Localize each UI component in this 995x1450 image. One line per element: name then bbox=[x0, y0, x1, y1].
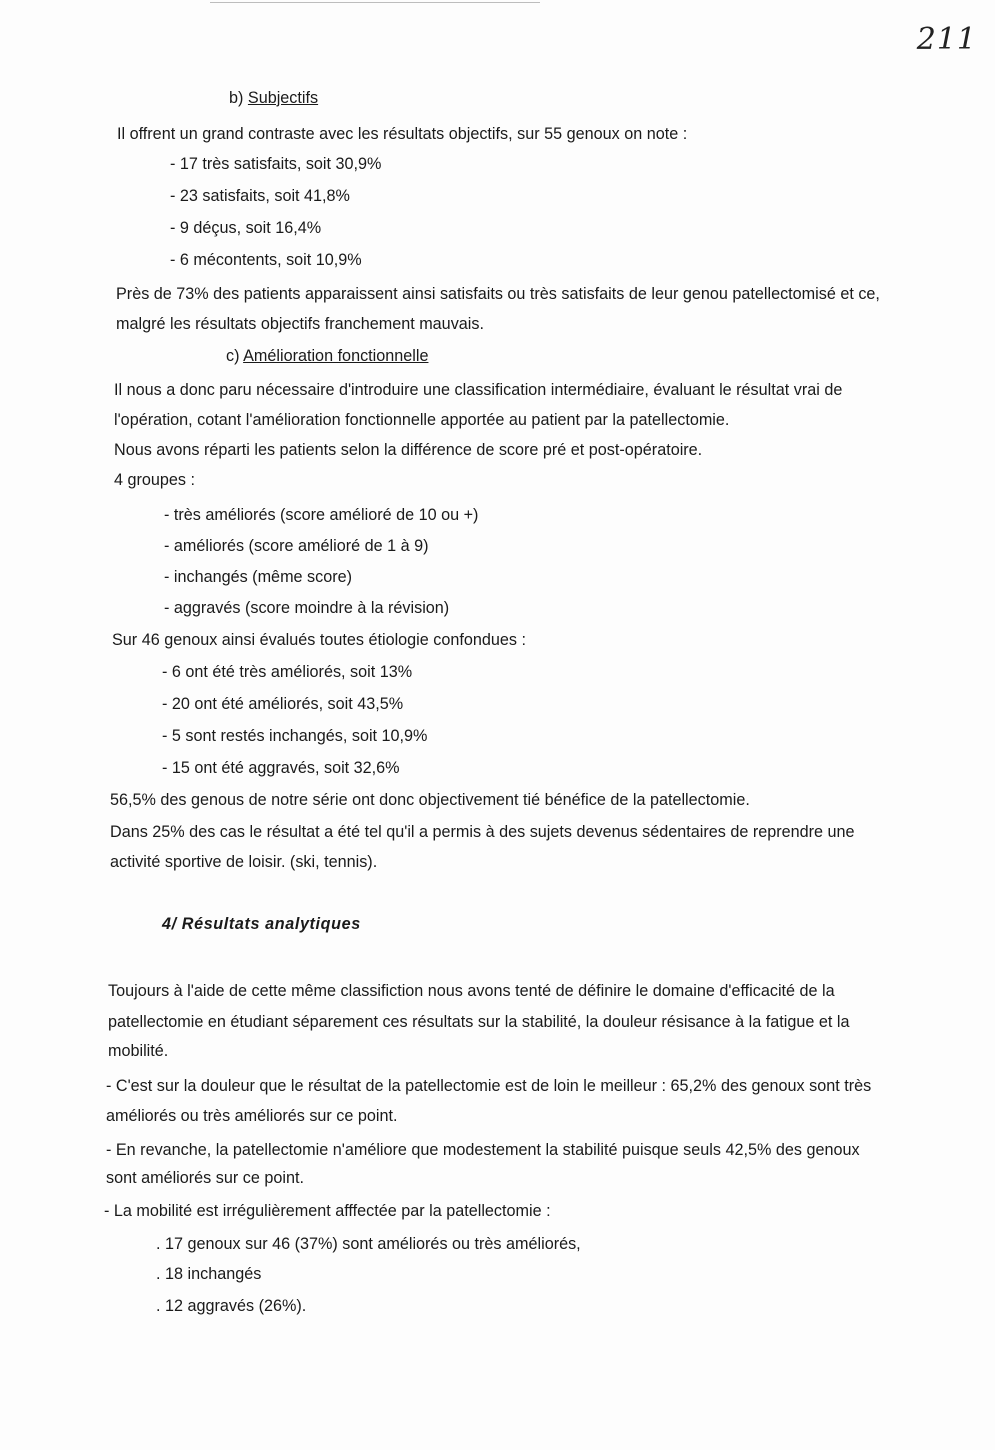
list-item: . 17 genoux sur 46 (37%) sont améliorés ou très améliorés, bbox=[156, 1235, 581, 1253]
list-item: - 15 ont été aggravés, soit 32,6% bbox=[162, 759, 400, 777]
section-b-prefix: b) bbox=[229, 89, 244, 107]
paragraph-line: Il nous a donc paru nécessaire d'introduire une classification intermédiaire, évaluant le résultat vrai de bbox=[114, 381, 843, 399]
paragraph-line: améliorés ou très améliorés sur ce point. bbox=[106, 1107, 398, 1125]
paragraph-line: malgré les résultats objectifs franchement mauvais. bbox=[116, 315, 484, 333]
list-item: - très améliorés (score amélioré de 10 ou +) bbox=[164, 506, 479, 524]
list-item: - 17 très satisfaits, soit 30,9% bbox=[170, 155, 382, 173]
paragraph-line: sont améliorés sur ce point. bbox=[106, 1169, 304, 1187]
list-item: - 5 sont restés inchangés, soit 10,9% bbox=[162, 727, 428, 745]
section-b-title: Subjectifs bbox=[247, 89, 319, 107]
paragraph-line: Près de 73% des patients apparaissent ainsi satisfaits ou très satisfaits de leur genou patellectomisé et ce, bbox=[116, 285, 880, 303]
list-item: - 6 ont été très améliorés, soit 13% bbox=[162, 663, 413, 681]
paragraph-line: - En revanche, la patellectomie n'améliore que modestement la stabilité puisque seuls 42,5% des genoux bbox=[106, 1141, 860, 1159]
paragraph-line: patellectomie en étudiant séparement ces résultats sur la stabilité, la douleur résisance à la fatigue et la bbox=[108, 1013, 850, 1031]
section-c-title: Amélioration fonctionnelle bbox=[243, 347, 429, 365]
list-item: - 20 ont été améliorés, soit 43,5% bbox=[162, 695, 404, 713]
paragraph-line: Nous avons réparti les patients selon la différence de score pré et post-opératoire. bbox=[114, 441, 703, 459]
paragraph-line: mobilité. bbox=[108, 1042, 169, 1060]
section-b-heading bbox=[229, 88, 318, 108]
list-item: - 23 satisfaits, soit 41,8% bbox=[170, 187, 350, 205]
section-c-heading bbox=[226, 346, 428, 366]
section-b-intro: Il offrent un grand contraste avec les résultats objectifs, sur 55 genoux on note : bbox=[117, 125, 688, 143]
paragraph-line: Dans 25% des cas le résultat a été tel qu'il a permis à des sujets devenus sédentaires de reprendre une bbox=[110, 823, 855, 841]
paragraph-line: - C'est sur la douleur que le résultat de la patellectomie est de loin le meilleur : 65,2% des genoux sont très bbox=[106, 1077, 872, 1095]
paragraph-line: - La mobilité est irrégulièrement afffectée par la patellectomie : bbox=[104, 1202, 551, 1220]
page-number: 211 bbox=[916, 22, 977, 57]
paragraph-line: l'opération, cotant l'amélioration fonctionnelle apportée au patient par la patellectomie. bbox=[114, 411, 730, 429]
section-4-title: 4/ Résultats analytiques bbox=[162, 915, 361, 933]
top-rule bbox=[210, 2, 540, 3]
list-item: - inchangés (même score) bbox=[164, 568, 353, 586]
list-item: . 18 inchangés bbox=[156, 1265, 262, 1283]
list-item: - 9 déçus, soit 16,4% bbox=[170, 219, 322, 237]
paragraph-line: Toujours à l'aide de cette même classifiction nous avons tenté de définire le domaine d'efficacité de la bbox=[108, 982, 835, 1000]
paragraph-line: Sur 46 genoux ainsi évalués toutes étiologie confondues : bbox=[112, 631, 526, 649]
groups-label: 4 groupes : bbox=[114, 471, 195, 489]
list-item: . 12 aggravés (26%). bbox=[156, 1297, 307, 1315]
paragraph-line: 56,5% des genous de notre série ont donc objectivement tié bénéfice de la patellectomie. bbox=[110, 791, 750, 809]
section-c-prefix: c) bbox=[226, 347, 240, 365]
list-item: - améliorés (score amélioré de 1 à 9) bbox=[164, 537, 429, 555]
paragraph-line: activité sportive de loisir. (ski, tennis). bbox=[110, 853, 378, 871]
list-item: - 6 mécontents, soit 10,9% bbox=[170, 251, 362, 269]
list-item: - aggravés (score moindre à la révision) bbox=[164, 599, 450, 617]
